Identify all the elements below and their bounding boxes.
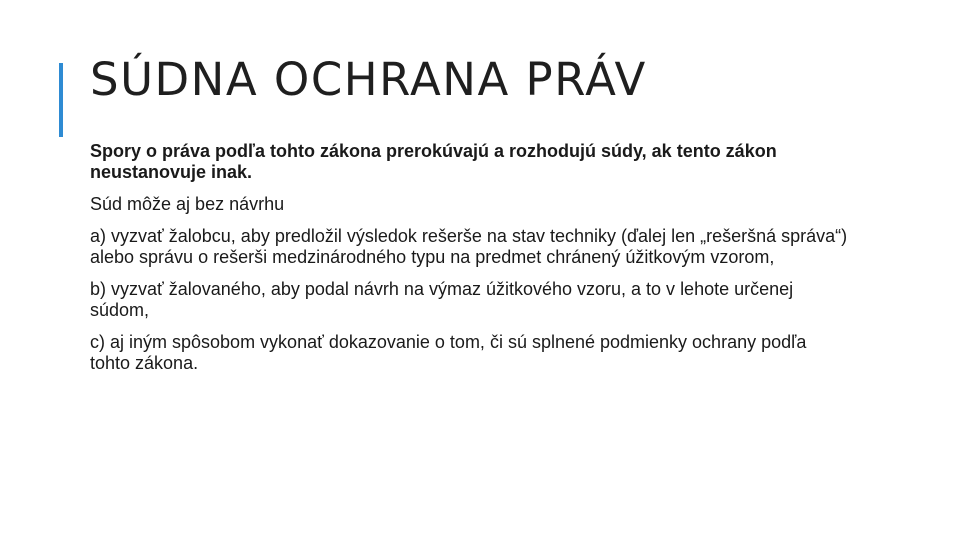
title-accent-bar — [59, 63, 63, 137]
paragraph-item-a: a) vyzvať žalobcu, aby predložil výsledok rešerše na stav techniky (ďalej len „rešeršná správa“) alebo správu o rešerši medzinárodného typu na predmet chránený úžitkovým vzorom, — [90, 226, 848, 267]
paragraph-court-may: Súd môže aj bez návrhu — [90, 194, 285, 214]
paragraph-intro: Spory o práva podľa tohto zákona prerokúvajú a rozhodujú súdy, ak tento zákon neustanovuje inak. — [90, 141, 777, 182]
slide-title: SÚDNA OCHRANA PRÁV — [90, 53, 647, 106]
slide-body — [90, 141, 850, 385]
paragraph-item-c: c) aj iným spôsobom vykonať dokazovanie o tom, či sú splnené podmienky ochrany podľa tohto zákona. — [90, 332, 807, 373]
paragraph-item-b: b) vyzvať žalovaného, aby podal návrh na výmaz úžitkového vzoru, a to v lehote určenej súdom, — [90, 279, 794, 320]
